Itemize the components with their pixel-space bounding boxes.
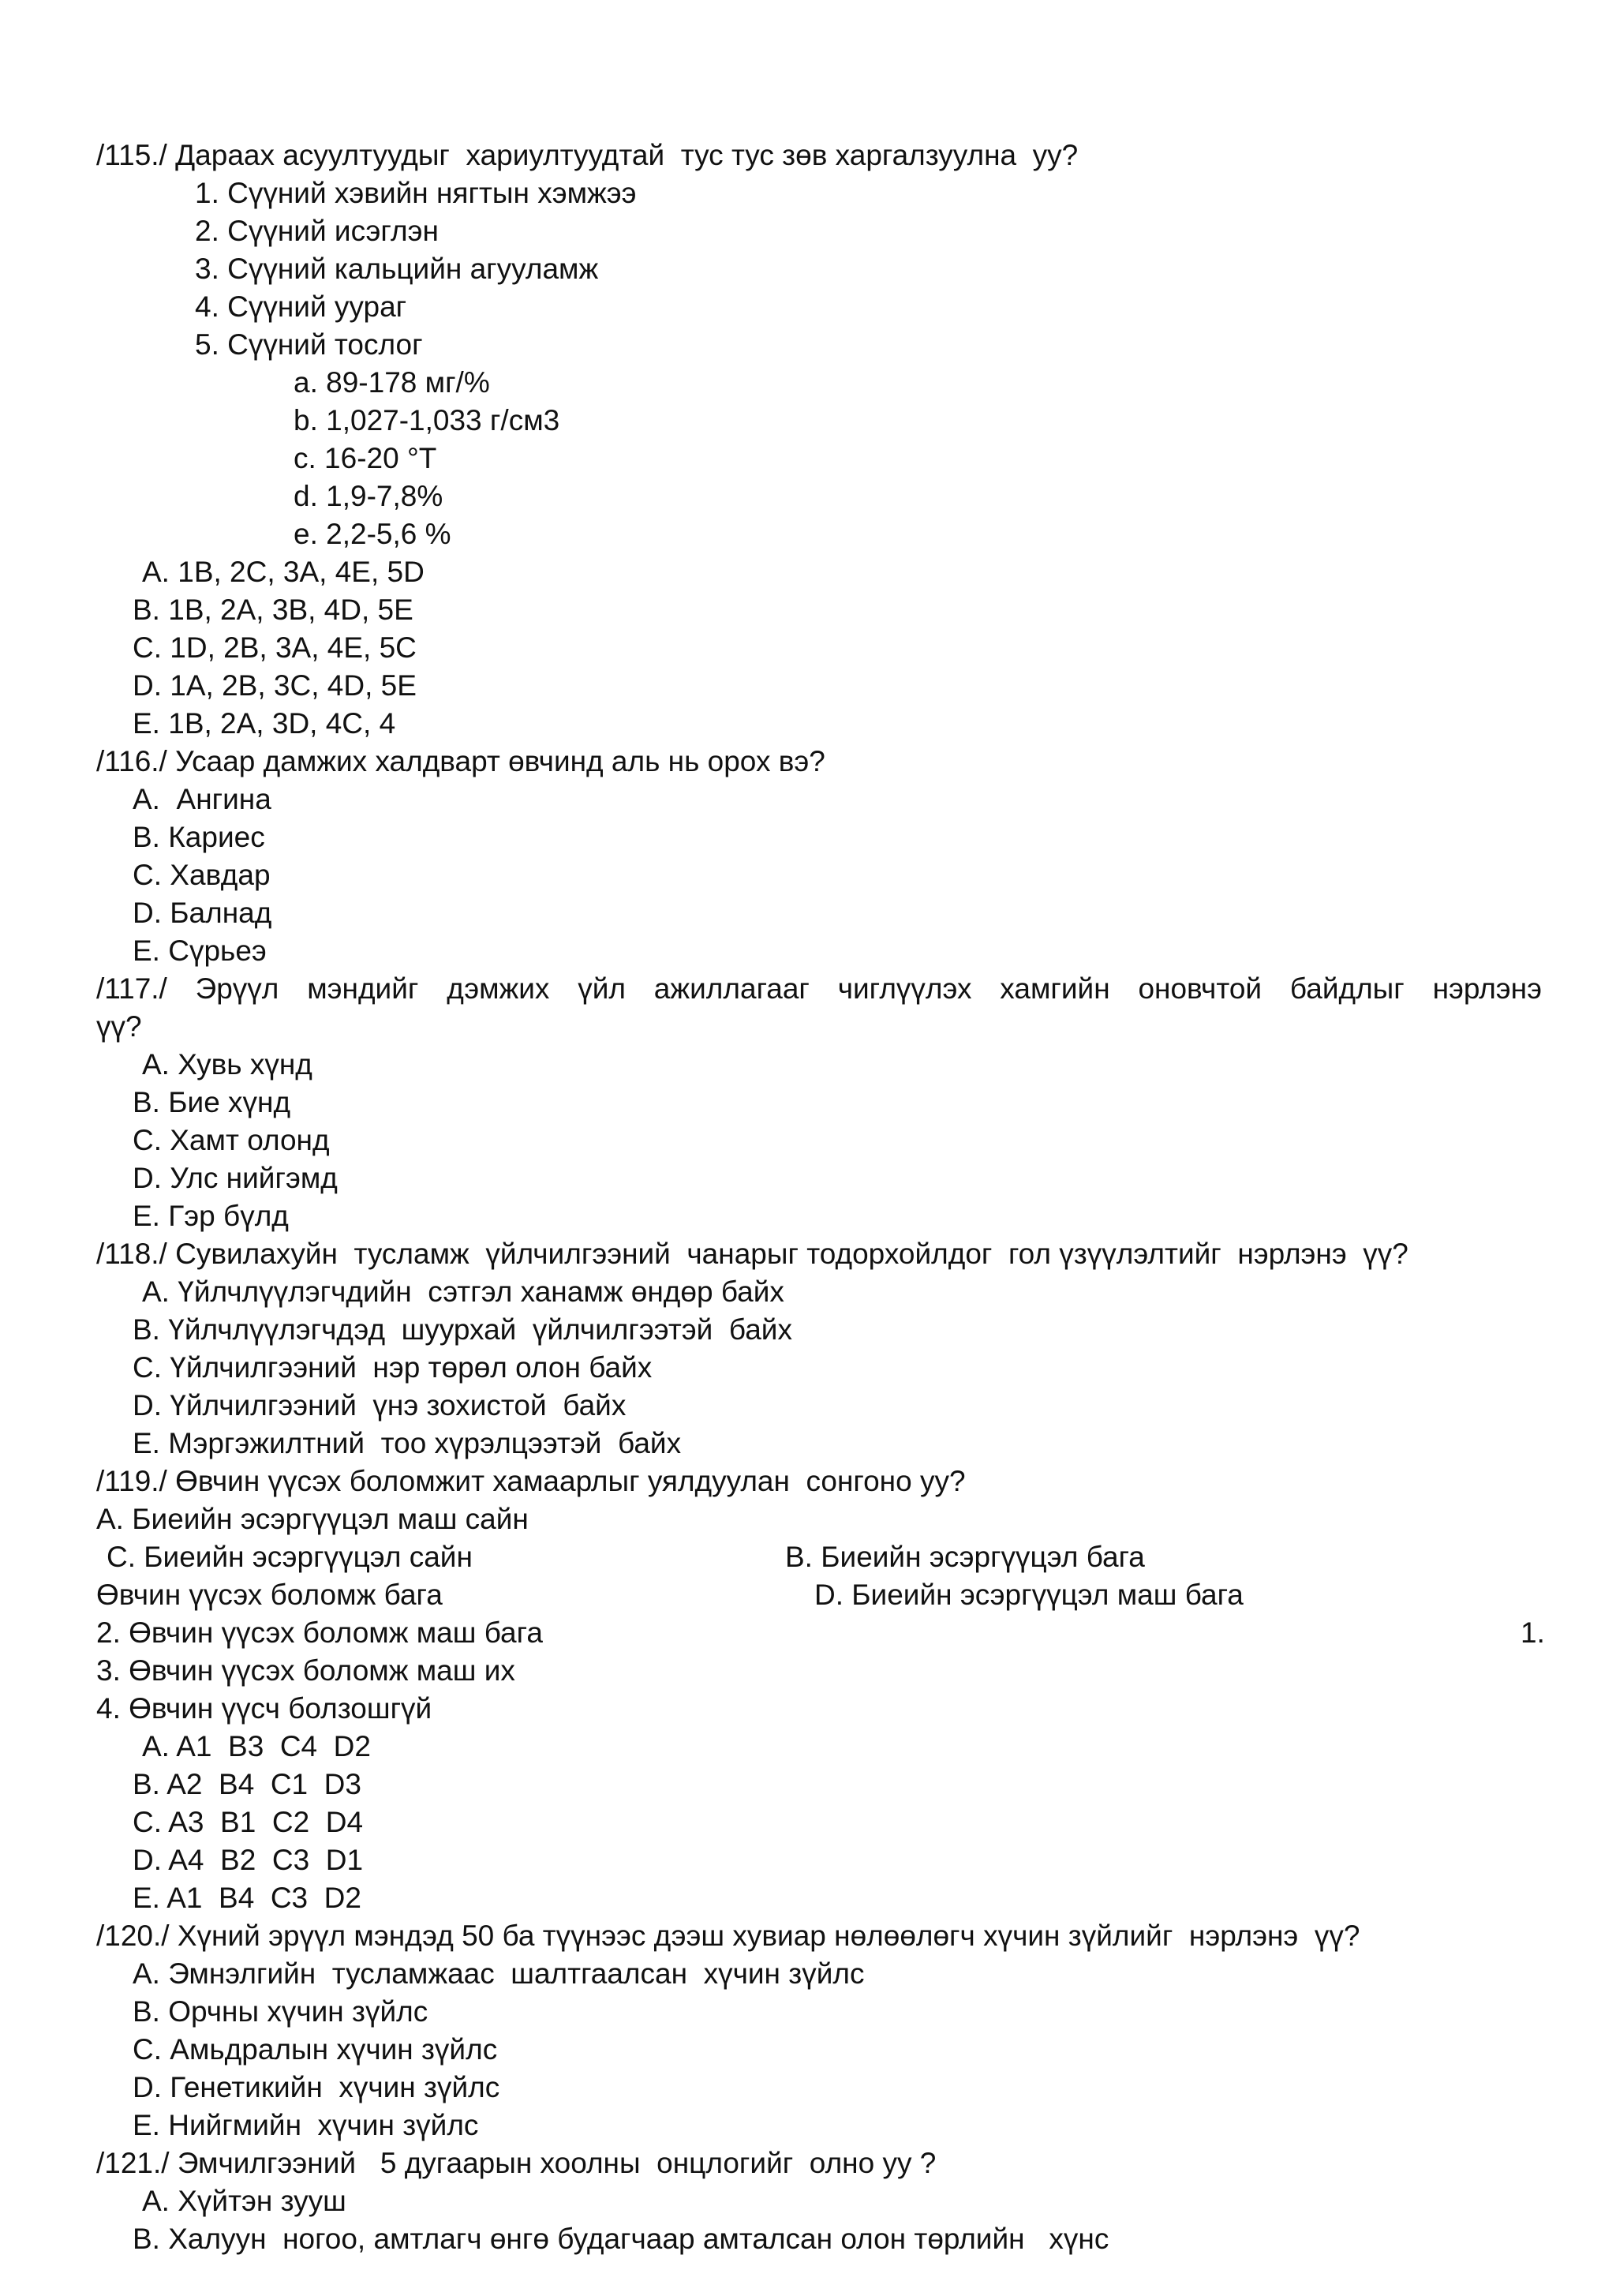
question-stem: /118./ Сувилахуйн тусламж үйлчилгээний чанарыг тодорхойлдог гол үзүүлэлтийг нэрлэнэ үү? [96, 1238, 1408, 1270]
question-stem: /115./ Дараах асуултуудыг хариултуудтай тус тус зөв харгалзуулна уу? [96, 139, 1079, 171]
question-stem: /117./ Эрүүл мэндийг дэмжих үйл ажиллагааг чиглүүлэх хамгийн оновчтой байдлыг нэрлэнэ [96, 972, 1542, 1005]
matching-item: 4. Өвчин үүсч болзошгүй [96, 1692, 432, 1725]
matching-item: 3. Өвчин үүсэх боломж маш их [96, 1654, 515, 1687]
answer-option: C. A3 B1 C2 D4 [133, 1806, 364, 1838]
matching-value: a. 89-178 мг/% [294, 366, 490, 399]
matching-item: 1. Сүүний хэвийн нягтын хэмжээ [195, 177, 637, 209]
matching-value: d. 1,9-7,8% [294, 480, 443, 512]
answer-option: B. Бие хүнд [133, 1086, 291, 1118]
answer-option: E. A1 B4 C3 D2 [133, 1882, 361, 1914]
matching-item: 3. Сүүний кальцийн агууламж [195, 253, 599, 285]
answer-option: E. Мэргэжилтний тоо хүрэлцээтэй байх [133, 1427, 682, 1459]
answer-option: A. Үйлчлүүлэгчдийн сэтгэл ханамж өндөр байх [142, 1275, 784, 1308]
answer-option: A. Ангина [133, 783, 271, 815]
matching-item: 2. Сүүний исэглэн [195, 215, 439, 247]
matching-row: A. Биеийн эсэргүүцэл маш сайн B. Биеийн эсэргүүцэл бага [96, 1503, 1145, 1573]
answer-option: B. Үйлчлүүлэгчдэд шуурхай үйлчилгээтэй байх [133, 1313, 792, 1346]
answer-option: A. A1 B3 C4 D2 [142, 1730, 371, 1762]
matching-item: 2. Өвчин үүсэх боломж маш бага [96, 1616, 543, 1649]
answer-option: E. Сүрьеэ [133, 935, 267, 967]
question-120 [0, 1879, 1616, 1952]
answer-option: B. A2 B4 C1 D3 [133, 1768, 361, 1800]
question-121 [0, 2107, 1616, 2179]
answer-option: A. Эмнэлгийн тусламжаас шалтгаалсан хүчин зүйлс [133, 1957, 865, 1990]
matching-item: 4. Сүүний уураг [195, 290, 407, 323]
answer-option: B. Кариес [133, 821, 265, 853]
answer-option: D. Балнад [133, 897, 272, 929]
question-116 [0, 705, 1616, 777]
answer-option: D. Үйлчилгээний үнэ зохистой байх [133, 1389, 627, 1421]
matching-item: Өвчин үүсэх боломж бага [96, 1579, 443, 1611]
answer-option: D. Генетикийн хүчин зүйлс [133, 2071, 500, 2103]
answer-option: E. Нийгмийн хүчин зүйлс [133, 2109, 479, 2141]
answer-option: C. Үйлчилгээний нэр төрөл олон байх [133, 1351, 653, 1384]
answer-option: C. 1D, 2B, 3A, 4E, 5C [133, 631, 417, 664]
answer-option: E. Гэр бүлд [133, 1200, 289, 1232]
answer-option: B. Халуун ногоо, амтлагч өнгө будагчаар амталсан олон төрлийн хүнс [133, 2223, 1109, 2255]
matching-value: c. 16-20 °T [294, 442, 437, 474]
question-118 [0, 1197, 1616, 1270]
question-stem: /116./ Усаар дамжих халдварт өвчинд аль нь орох вэ? [96, 745, 825, 777]
question-stem-continuation: үү? [96, 1010, 142, 1043]
question-stem: /121./ Эмчилгээний 5 дугаарын хоолны онцлогийг олно уу ? [96, 2147, 937, 2179]
matching-value: e. 2,2-5,6 % [294, 518, 451, 550]
answer-option: B. Орчны хүчин зүйлс [133, 1995, 428, 2028]
answer-option: A. Хүйтэн зууш [142, 2185, 346, 2217]
matching-value: b. 1,027-1,033 г/см3 [294, 404, 560, 436]
answer-option: A. Хувь хүнд [142, 1048, 312, 1081]
matching-item: 5. Сүүний тослог [195, 328, 423, 361]
question-stem: /119./ Өвчин үүсэх боломжит хамаарлыг уялдуулан сонгоно уу? [96, 1465, 966, 1497]
answer-option: C. Хамт олонд [133, 1124, 330, 1156]
answer-option: C. Хавдар [133, 859, 271, 891]
answer-option: D. A4 B2 C3 D1 [133, 1844, 364, 1876]
answer-option: A. 1B, 2C, 3A, 4E, 5D [142, 556, 425, 588]
answer-option: C. Амьдралын хүчин зүйлс [133, 2033, 498, 2066]
question-115 [0, 99, 1616, 171]
answer-option: D. Улс нийгэмд [133, 1162, 338, 1194]
answer-option: E. 1B, 2A, 3D, 4C, 4 [133, 707, 396, 740]
answer-option: D. 1A, 2B, 3C, 4D, 5E [133, 669, 417, 702]
answer-option: B. 1B, 2A, 3B, 4D, 5E [133, 594, 413, 626]
question-119 [0, 1425, 1616, 1497]
matching-row: C. Биеийн эсэргүүцэл сайн D. Биеийн эсэргүүцэл маш бага 1. [107, 1541, 1545, 1649]
question-117 [0, 932, 1616, 1005]
question-stem: /120./ Хүний эрүүл мэндэд 50 ба түүнээс дээш хувиар нөлөөлөгч хүчин зүйлийг нэрлэнэ үү? [96, 1920, 1360, 1952]
